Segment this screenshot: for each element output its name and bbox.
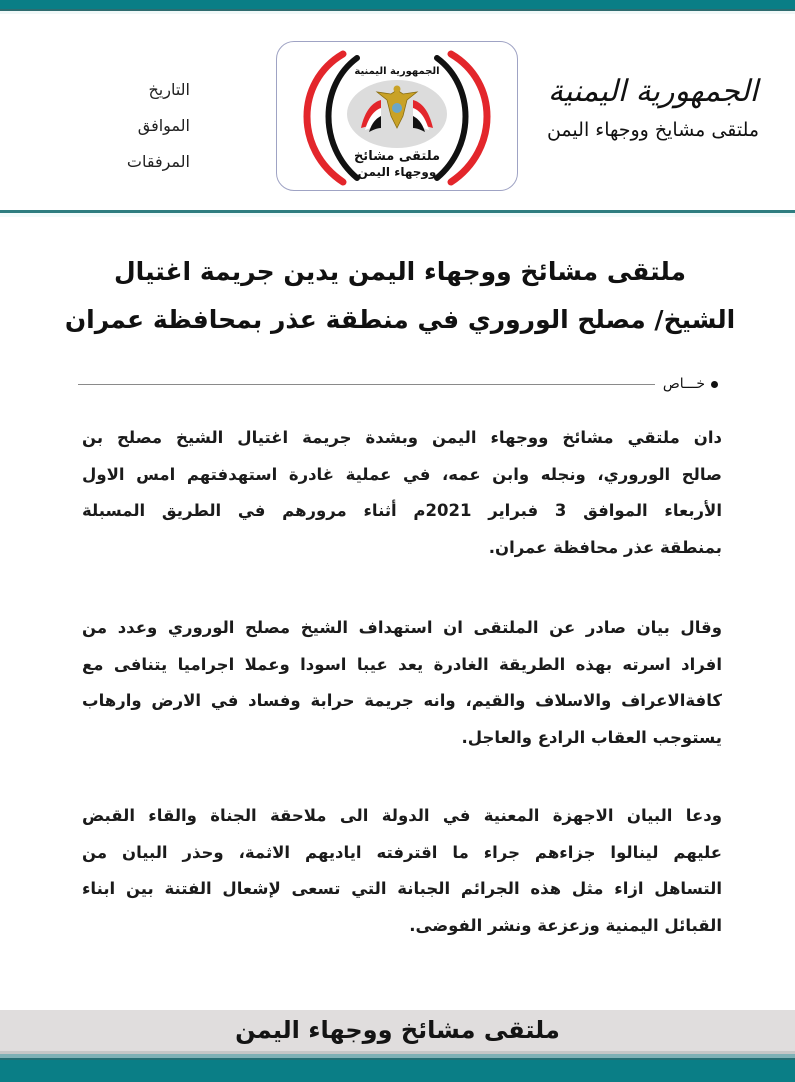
- logo-bottom-line1: ملتقى مشائخ: [353, 149, 441, 164]
- paragraph-2: [82, 610, 722, 756]
- paragraph-line: يستوجب العقاب الرادع والعاجل.: [461, 727, 722, 747]
- paragraph-line: دان ملتقي مشائخ ووجهاء اليمن وبشدة جريمة اغتيال الشيخ مصلح بن: [82, 428, 722, 447]
- bullet-icon: [711, 381, 718, 388]
- corresponding-date-label: الموافق: [137, 116, 190, 135]
- paragraph-line: افراد اسرته بهذه الطريقة الغادرة يعد عيبا اسودا وعملا اجراميا يتنافى مع: [82, 654, 722, 674]
- paragraph-line: الأربعاء الموافق 3 فبراير 2021م أثناء مرورهم في الطريق المسبلة: [82, 501, 722, 520]
- organization-logo: [276, 41, 518, 191]
- exclusive-marker: [78, 372, 718, 396]
- organization-block: [533, 74, 773, 144]
- paragraph-line: صالح الوروري، ونجله وابن عمه، في عملية غادرة استهدفتهم امس الاول: [82, 464, 722, 484]
- paragraph-line: التساهل ازاء مثل هذه الجرائم الجبانة التي تسعى لإشعال الفتنة بين ابناء: [82, 879, 722, 898]
- logo-top-text: الجمهورية اليمنية: [354, 66, 440, 77]
- paragraph-line: ودعا البيان الاجهزة المعنية في الدولة الى ملاحقة الجناة والقاء القبض: [82, 806, 722, 825]
- exclusive-label: خـــاص: [662, 376, 705, 392]
- logo-graphic: [277, 42, 517, 190]
- paragraph-line: عليهم لينالوا جزاءهم جراء ما اقترفته اياديهم الاثمة، وحذر البيان من: [82, 842, 722, 862]
- article-title: [60, 248, 740, 344]
- footer-banner: [0, 1010, 795, 1054]
- attachments-label: المرفقات: [126, 152, 190, 171]
- document-meta-fields: [110, 72, 190, 180]
- title-line-2: الشيخ/ مصلح الوروري في منطقة عذر بمحافظة عمران: [64, 305, 736, 334]
- organization-name: ملتقى مشايخ ووجهاء اليمن: [546, 119, 760, 141]
- section-rule: [78, 384, 655, 385]
- paragraph-1: [82, 420, 722, 566]
- paragraph-3: [82, 798, 722, 944]
- bottom-brand-band: [0, 1058, 795, 1082]
- top-brand-band: [0, 0, 795, 11]
- republic-calligraphy: الجمهورية اليمنية: [547, 74, 759, 109]
- paragraph-line: وقال بيان صادر عن الملتقى ان استهداف الشيخ مصلح الوروري وعدد من: [82, 618, 722, 637]
- footer-organization-name: ملتقى مشائخ ووجهاء اليمن: [235, 1016, 560, 1044]
- paragraph-line: بمنطقة عذر محافظة عمران.: [488, 537, 722, 557]
- header-divider-highlight: [0, 213, 795, 217]
- date-label: التاريخ: [148, 80, 190, 99]
- title-line-1: ملتقى مشائخ ووجهاء اليمن يدين جريمة اغتيال: [113, 257, 687, 286]
- letterhead: [0, 14, 795, 210]
- logo-bottom-line2: ووجهاء اليمن: [357, 165, 437, 179]
- paragraph-line: القبائل اليمنية وزعزعة ونشر الفوضى.: [409, 915, 722, 935]
- paragraph-line: كافةالاعراف والاسلاف والقيم، وانه جريمة حرابة وفساد في الارض وارهاب: [82, 691, 722, 710]
